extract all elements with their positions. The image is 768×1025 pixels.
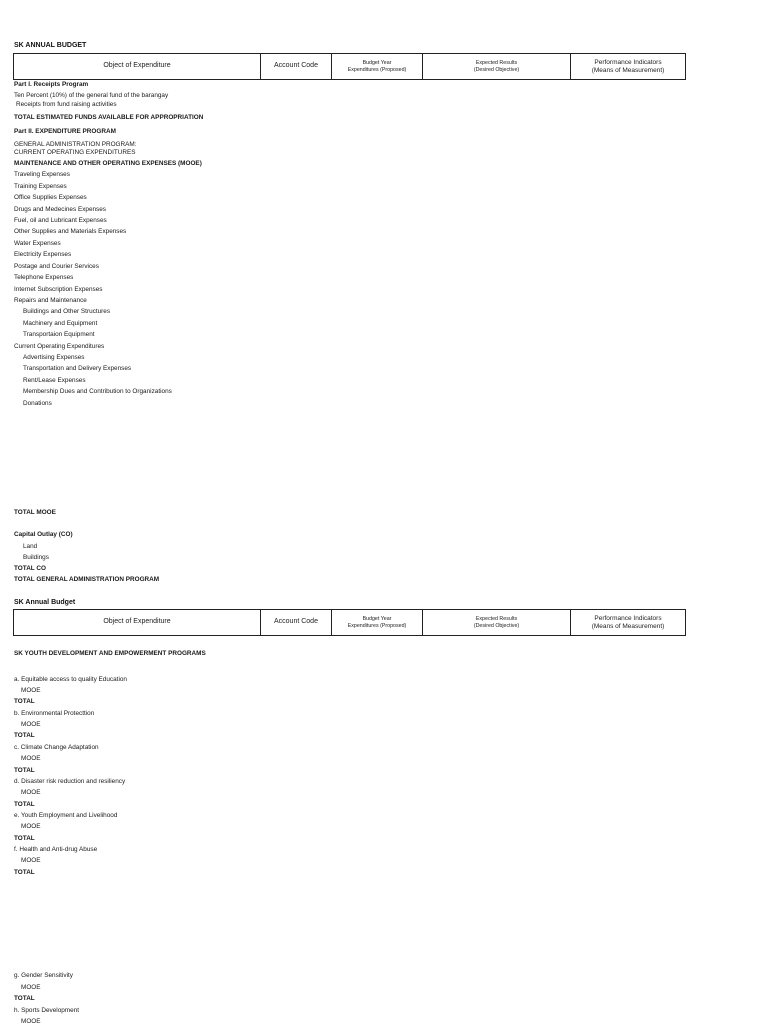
item-other-supplies: Other Supplies and Materials Expenses <box>14 228 127 235</box>
budget-header-table-1 <box>13 53 686 80</box>
header-results-line-1: Expected Results <box>475 616 518 623</box>
program-d: d. Disaster risk reduction and resiliency <box>14 778 126 785</box>
header-results-line-2: (Desired Objective) <box>473 622 520 629</box>
part-1-receipts: Part I. Receipts Program <box>14 81 89 88</box>
item-office-supplies: Office Supplies Expenses <box>14 194 87 201</box>
section-1-title: SK ANNUAL BUDGET <box>14 42 87 49</box>
program-f-mooe: MOOE <box>21 857 41 864</box>
program-a-total: TOTAL <box>14 698 35 705</box>
item-rent: Rent/Lease Expenses <box>23 377 86 384</box>
header-results-line-2: (Desired Objective) <box>473 66 520 73</box>
header-perf-line-2: (Means of Measurement) <box>591 622 665 630</box>
program-b-total: TOTAL <box>14 732 35 739</box>
program-b-mooe: MOOE <box>21 721 41 728</box>
item-water: Water Expenses <box>14 240 61 247</box>
item-transport-delivery: Transportation and Delivery Expenses <box>23 365 132 372</box>
item-current-op-exp: Current Operating Expenditures <box>14 343 105 350</box>
item-advertising: Advertising Expenses <box>23 354 85 361</box>
item-drugs: Drugs and Medecines Expenses <box>14 206 107 213</box>
program-g-total: TOTAL <box>14 995 35 1002</box>
program-e-mooe: MOOE <box>21 823 41 830</box>
header-budget-year <box>332 54 423 80</box>
item-telephone: Telephone Expenses <box>14 274 74 281</box>
header-expected-results <box>423 54 571 80</box>
program-g: g. Gender Sensitivity <box>14 972 73 979</box>
header-account-code: Account Code <box>261 54 332 80</box>
program-b: b. Environmental Protecttion <box>14 710 95 717</box>
item-buildings-structures: Buildings and Other Structures <box>23 308 111 315</box>
gen-admin-program: GENERAL ADMINISTRATION PROGRAM: <box>14 141 137 148</box>
program-e: e. Youth Employment and Livelihood <box>14 812 118 819</box>
header-performance-indicators <box>571 610 686 636</box>
item-traveling: Traveling Expenses <box>14 171 70 178</box>
item-training: Training Expenses <box>14 183 67 190</box>
program-f-total: TOTAL <box>14 869 35 876</box>
program-d-mooe: MOOE <box>21 789 41 796</box>
item-repairs: Repairs and Maintenance <box>14 297 87 304</box>
program-h: h. Sports Development <box>14 1007 80 1014</box>
program-e-total: TOTAL <box>14 835 35 842</box>
total-co: TOTAL CO <box>14 565 46 572</box>
header-object-of-expenditure: Object of Expenditure <box>14 610 261 636</box>
total-estimated-funds: TOTAL ESTIMATED FUNDS AVAILABLE FOR APPROPRIATION <box>14 114 204 121</box>
item-ten-percent: Ten Percent (10%) of the general fund of the barangay <box>14 92 169 99</box>
header-expected-results <box>423 610 571 636</box>
item-machinery: Machinery and Equipment <box>23 320 98 327</box>
header-performance-indicators <box>571 54 686 80</box>
youth-dev-programs: SK YOUTH DEVELOPMENT AND EMPOWERMENT PROGRAMS <box>14 650 206 657</box>
item-fuel: Fuel, oil and Lubricant Expenses <box>14 217 107 224</box>
program-d-total: TOTAL <box>14 801 35 808</box>
program-c-total: TOTAL <box>14 767 35 774</box>
section-2-title: SK Annual Budget <box>14 599 76 606</box>
item-transport-equipment: Transportaion Equipment <box>23 331 95 338</box>
header-perf-line-2: (Means of Measurement) <box>591 66 665 74</box>
item-fund-raising: Receipts from fund raising activities <box>16 101 117 108</box>
program-f: f. Health and Anti-drug Abuse <box>14 846 98 853</box>
program-c: c. Climate Change Adaptation <box>14 744 99 751</box>
item-buildings: Buildings <box>23 554 49 561</box>
program-g-mooe: MOOE <box>21 984 41 991</box>
header-results-line-1: Expected Results <box>475 60 518 67</box>
item-electricity: Electricity Expenses <box>14 251 72 258</box>
total-mooe: TOTAL MOOE <box>14 509 56 516</box>
header-budget-line-2: Expenditures (Proposed) <box>347 622 407 629</box>
header-budget-year <box>332 610 423 636</box>
program-a: a. Equitable access to quality Education <box>14 676 127 683</box>
program-c-mooe: MOOE <box>21 755 41 762</box>
item-internet: Internet Subscription Expenses <box>14 286 103 293</box>
header-perf-line-1: Performance Indicators <box>594 615 662 623</box>
header-account-code: Account Code <box>261 610 332 636</box>
capital-outlay: Capital Outlay (CO) <box>14 531 73 538</box>
item-postage: Postage and Courier Services <box>14 263 99 270</box>
item-land: Land <box>23 543 38 550</box>
budget-header-table-2 <box>13 609 686 636</box>
header-budget-line-1: Budget Year <box>362 616 392 623</box>
item-membership: Membership Dues and Contribution to Organizations <box>23 388 172 395</box>
current-operating: CURRENT OPERATING EXPENDITURES <box>14 149 136 156</box>
item-donations: Donations <box>23 400 52 407</box>
part-2-expenditure: Part II. EXPENDITURE PROGRAM <box>14 128 116 135</box>
header-perf-line-1: Performance Indicators <box>594 59 662 67</box>
header-object-of-expenditure: Object of Expenditure <box>14 54 261 80</box>
header-budget-line-1: Budget Year <box>362 60 392 67</box>
header-budget-line-2: Expenditures (Proposed) <box>347 66 407 73</box>
total-gen-admin: TOTAL GENERAL ADMINISTRATION PROGRAM <box>14 576 160 583</box>
program-h-mooe: MOOE <box>21 1018 41 1025</box>
program-a-mooe: MOOE <box>21 687 41 694</box>
mooe-heading: MAINTENANCE AND OTHER OPERATING EXPENSES (MOOE) <box>14 160 202 167</box>
